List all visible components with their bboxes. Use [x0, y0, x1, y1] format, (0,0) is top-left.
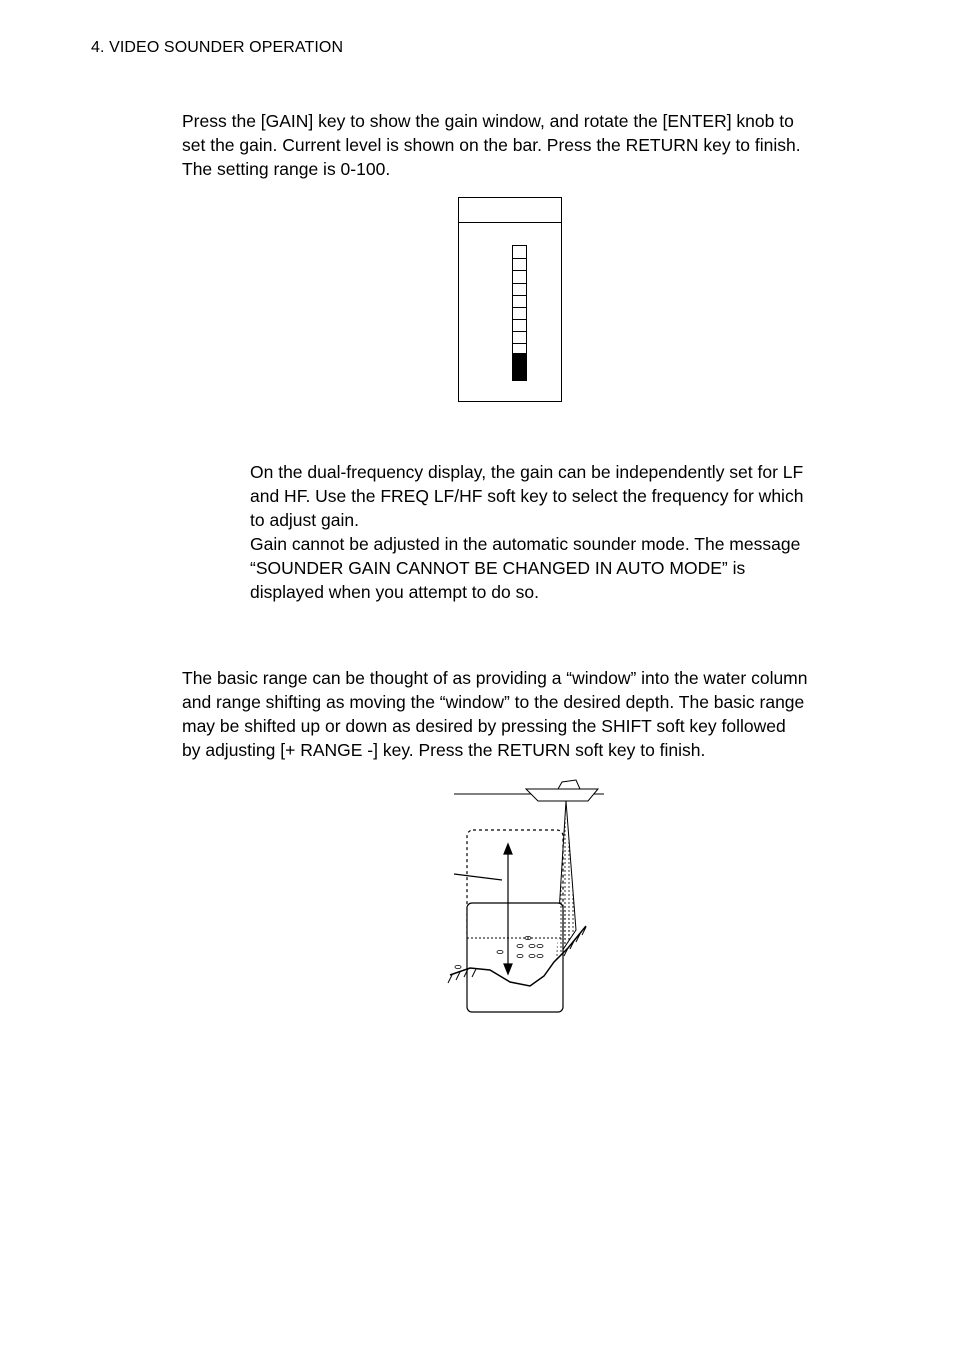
paragraph-line: Gain cannot be adjusted in the automatic sounder mode. The message [250, 534, 801, 554]
gain-window-figure [458, 197, 562, 402]
gain-bar-segment [513, 246, 526, 369]
paragraph-line: “SOUNDER GAIN CANNOT BE CHANGED IN AUTO MODE” is [250, 558, 746, 578]
leader-line [454, 874, 502, 880]
paragraph-line: set the gain. Current level is shown on the bar. Press the RETURN key to finish. [182, 135, 801, 155]
boat-icon [526, 780, 598, 801]
paragraph-line: Press the [GAIN] key to show the gain window, and rotate the [ENTER] knob to [182, 111, 794, 131]
paragraph-line: The setting range is 0-100. [182, 159, 391, 179]
paragraph-line: displayed when you attempt to do so. [250, 582, 539, 602]
paragraph-line: to adjust gain. [250, 510, 359, 530]
paragraph-line: by adjusting [+ RANGE -] key. Press the RETURN soft key to finish. [182, 740, 706, 760]
range-shift-paragraph [182, 666, 808, 762]
gain-level-fill [513, 353, 526, 380]
gain-level-bar [512, 245, 527, 381]
paragraph-line: and range shifting as moving the “window” to the desired depth. The basic range [182, 692, 805, 712]
gain-note-paragraph [250, 460, 803, 604]
paragraph-line: On the dual-frequency display, the gain can be independently set for LF [250, 462, 804, 482]
paragraph-line: may be shifted up or down as desired by pressing the SHIFT soft key followed [182, 716, 786, 736]
gain-window-title-bar [459, 198, 561, 223]
paragraph-line: The basic range can be thought of as providing a “window” into the water column [182, 668, 808, 688]
range-shift-diagram [440, 770, 620, 1020]
gain-instructions-paragraph [182, 109, 801, 181]
section-header: 4. VIDEO SOUNDER OPERATION [91, 39, 344, 56]
basic-range-window [467, 903, 563, 1012]
paragraph-line: and HF. Use the FREQ LF/HF soft key to select the frequency for which [250, 486, 804, 506]
